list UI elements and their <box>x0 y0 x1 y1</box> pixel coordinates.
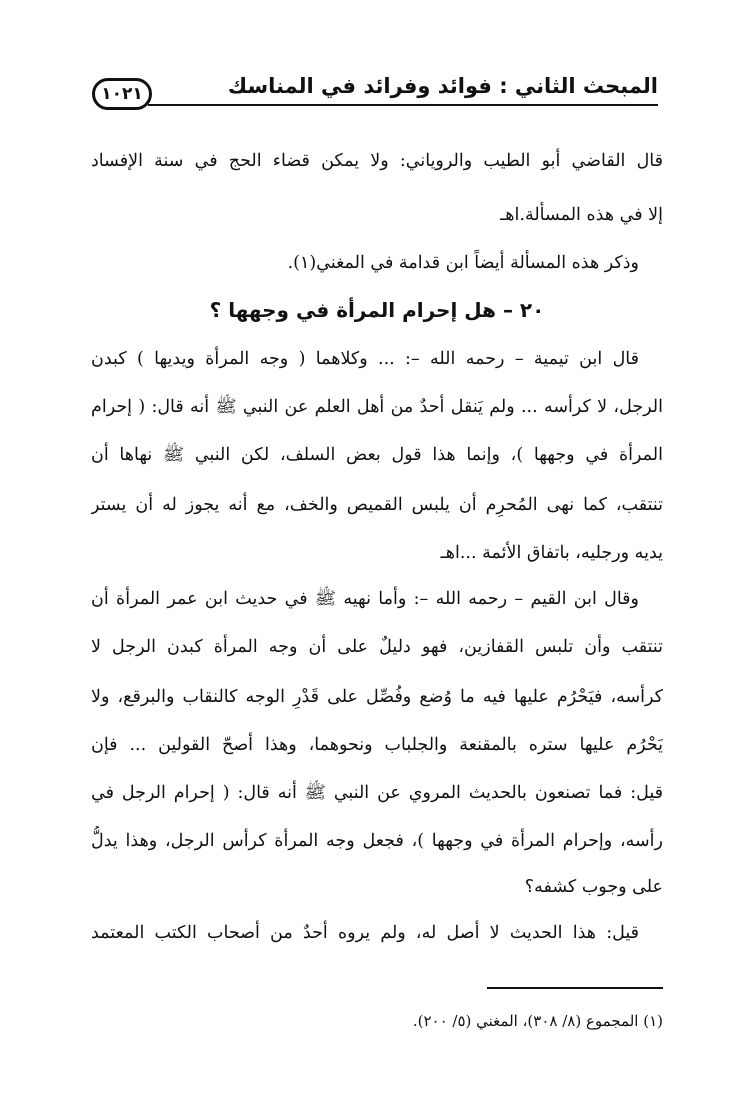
text-line: وقال ابن القيم – رحمه الله –: وأما نهيه ﷺ في حديث ابن عمر المرأة أن <box>91 589 639 609</box>
chapter-title: المبحث الثاني : فوائد وفرائد في المناسك <box>227 74 658 98</box>
text-line: قيل: هذا الحديث لا أصل له، ولم يروه أحدٌ من أصحاب الكتب المعتمد <box>91 923 639 943</box>
text-line: يَحْرُم عليها ستره بالمقنعة والجلباب ونحوهما، وهذا أصحّ القولين ... فإن <box>91 735 663 755</box>
text-line: المرأة في وجهها )، وإنما هذا قول بعض السلف، لكن النبي ﷺ نهاها أن <box>91 445 663 465</box>
text-line: قال ابن تيمية – رحمه الله –: ... وكلاهما ( وجه المرأة ويديها ) كبدن <box>91 349 639 369</box>
text-line: قال القاضي أبو الطيب والروياني: ولا يمكن قضاء الحج في سنة الإفساد <box>91 151 663 171</box>
footnote-rule <box>487 987 663 989</box>
section-heading: ٢٠ – هل إحرام المرأة في وجهها ؟ <box>209 298 545 322</box>
header-rule <box>148 104 658 106</box>
text-line: يديه ورجليه، باتفاق الأئمة ...اهـ <box>440 543 663 563</box>
footnote: (١) المجموع (٨/ ٣٠٨)، المغني (٥/ ٢٠٠). <box>412 1012 663 1030</box>
text-line: كرأسه، فيَحْرُم عليها فيه ما وُضع وفُصِّل على قَدْرِ الوجه كالنقاب والبرقع، ولا <box>91 687 663 707</box>
page-header <box>92 64 658 112</box>
text-line: على وجوب كشفه؟ <box>524 877 663 897</box>
text-line: تنتقب، كما نهى المُحرِم أن يلبس القميص والخف، مع أنه يجوز له أن يستر <box>91 495 663 515</box>
text-line: رأسه، وإحرام المرأة في وجهها )، فجعل وجه المرأة كرأس الرجل، وهذا يدلُّ <box>91 831 663 851</box>
page-number: ١٠٢١ <box>92 78 152 110</box>
text-line: قيل: فما تصنعون بالحديث المروي عن النبي ﷺ أنه قال: ( إحرام الرجل في <box>91 783 663 803</box>
text-line: إلا في هذه المسألة.اهـ <box>500 205 663 225</box>
text-line: وذكر هذه المسألة أيضاً ابن قدامة في المغني(١). <box>287 253 639 273</box>
text-line: تنتقب وأن تلبس القفازين، فهو دليلٌ على أن وجه المرأة كبدن الرجل لا <box>91 637 663 657</box>
text-line: الرجل، لا كرأسه ... ولم يَنقل أحدٌ من أهل العلم عن النبي ﷺ أنه قال: ( إحرام <box>91 397 663 417</box>
